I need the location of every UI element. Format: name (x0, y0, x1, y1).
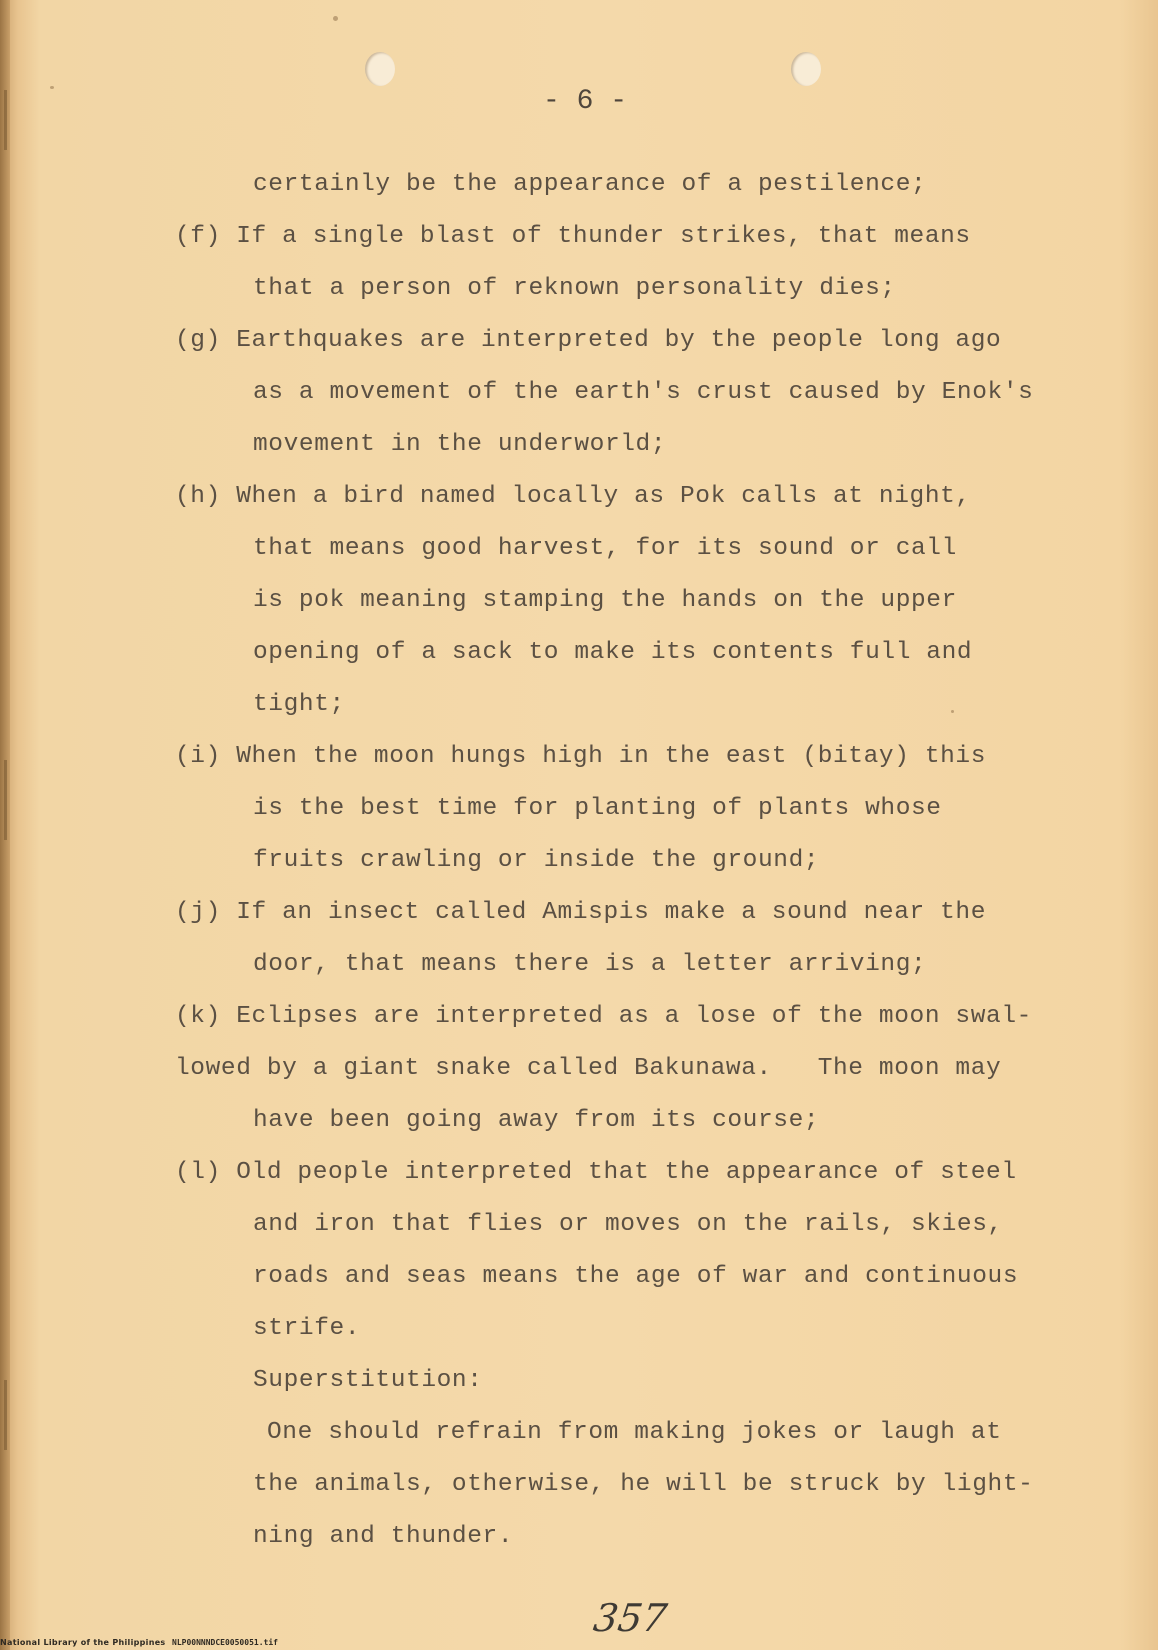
text-line: ning and thunder. (253, 1523, 514, 1550)
edge-mark (4, 760, 7, 840)
footer-filename: NLP00NNNDCE0050051.tif (172, 1638, 278, 1647)
text-line: have been going away from its course; (253, 1107, 820, 1134)
text-line: movement in the underworld; (253, 431, 667, 458)
text-line: opening of a sack to make its contents full and (253, 639, 973, 666)
section-heading: Superstitution: (253, 1367, 483, 1394)
text-line: (g) Earthquakes are interpreted by the people long ago (175, 327, 1002, 354)
punch-hole-left (365, 52, 395, 86)
edge-mark (4, 90, 7, 150)
text-line: the animals, otherwise, he will be struck by light- (253, 1471, 1034, 1498)
paper-speck (50, 86, 54, 89)
text-line: tight; (253, 691, 345, 718)
text-line: certainly be the appearance of a pestilence; (253, 171, 927, 198)
text-line: that a person of reknown personality dies; (253, 275, 896, 302)
text-line: (f) If a single blast of thunder strikes, that means (175, 223, 971, 250)
edge-mark (4, 1380, 7, 1450)
text-line: One should refrain from making jokes or laugh at (267, 1419, 1002, 1446)
text-line: door, that means there is a letter arriving; (253, 951, 927, 978)
text-line: is the best time for planting of plants whose (253, 795, 942, 822)
page-number: - 6 - (542, 86, 627, 117)
punch-hole-right (791, 52, 821, 86)
text-line: fruits crawling or inside the ground; (253, 847, 820, 874)
text-line: and iron that flies or moves on the rails, skies, (253, 1211, 1003, 1238)
text-line: (k) Eclipses are interpreted as a lose of the moon swal- (175, 1003, 1032, 1030)
text-line: (l) Old people interpreted that the appearance of steel (175, 1159, 1017, 1186)
footer-credit: National Library of the Philippines (0, 1638, 166, 1647)
text-line: (j) If an insect called Amispis make a sound near the (175, 899, 987, 926)
handwritten-page-number: 357 (590, 1596, 670, 1640)
text-line: strife. (253, 1315, 361, 1342)
text-line: that means good harvest, for its sound or call (253, 535, 957, 562)
paper-speck (333, 16, 338, 21)
text-line: is pok meaning stamping the hands on the upper (253, 587, 957, 614)
paper-speck (951, 710, 954, 713)
text-line: (h) When a bird named locally as Pok calls at night, (175, 483, 971, 510)
text-line: as a movement of the earth's crust caused by Enok's (253, 379, 1034, 406)
text-line: roads and seas means the age of war and continuous (253, 1263, 1019, 1290)
text-line: (i) When the moon hungs high in the east (bitay) this (175, 743, 987, 770)
text-line: lowed by a giant snake called Bakunawa. The moon may (175, 1055, 1002, 1082)
